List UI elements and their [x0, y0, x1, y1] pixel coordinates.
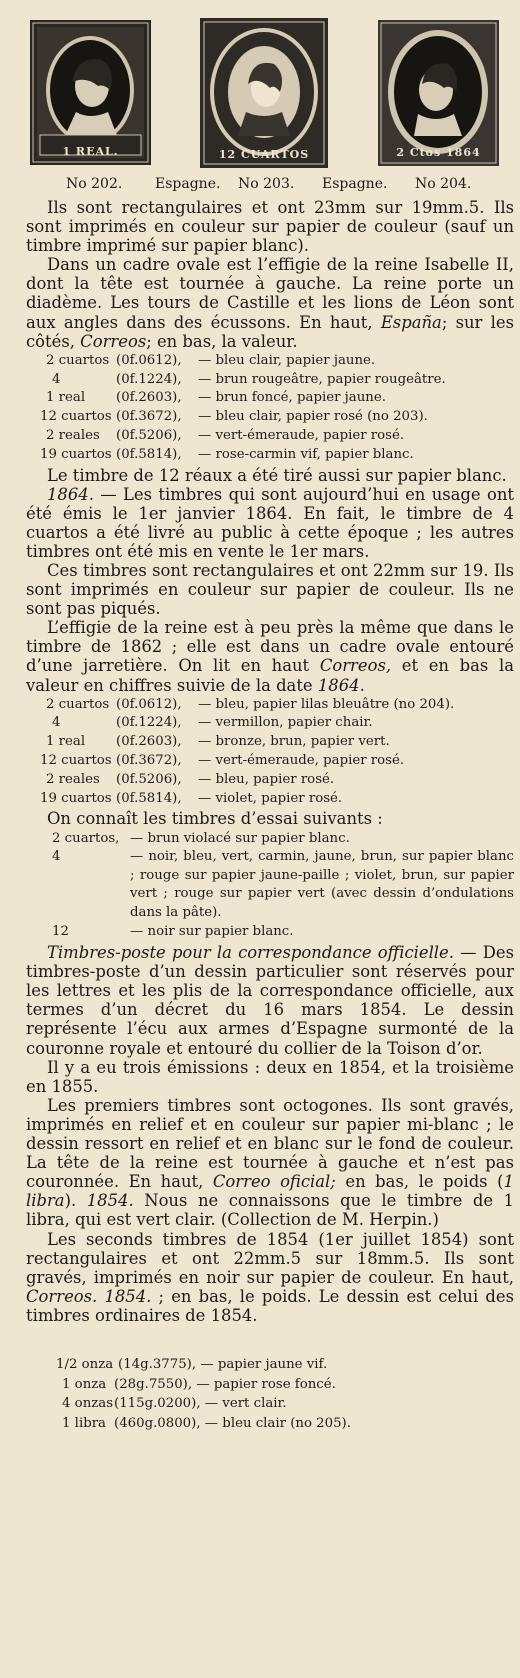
stamp-203-value: 12 CUARTOS: [218, 148, 310, 161]
p2-correos: Correos: [80, 331, 147, 351]
article-body: [26, 198, 514, 1433]
stamp-no-204: [378, 20, 499, 166]
table-row: 1 onza (28g.7550), — papier rose foncé.: [62, 1376, 336, 1392]
p6-text-c: .: [359, 675, 365, 695]
stamp-202-engraving: [30, 20, 151, 165]
stamp-illustrations: [0, 0, 520, 196]
paragraph-official-stamps: [26, 943, 514, 1058]
p10-text-c: ).: [64, 1191, 87, 1211]
p8-text: — Des timbres-poste d’un dessin particulier sont réservés pour les lettres et les plis de la correspondance officielle, aux termes d’un décret du 16 mars 1854. Le dessin représente l’écu aux armes d’Espagne surmonté de la couronne royale et entouré du collier de la Toison d’or.: [26, 943, 514, 1058]
table-row: 2 cuartos (0f.0612), — bleu clair, papier jaune.: [46, 352, 376, 368]
table-row: 2 reales (0f.5206), — bleu, papier rosé.: [46, 771, 335, 787]
p6-text-a: L’effigie de la reine est à peu près la même que dans le timbre de 1862 ; elle est dans un cadre ovale entouré d’une jarretière. On lit en haut: [26, 618, 514, 676]
caption-no-202: No 202.: [66, 176, 123, 192]
caption-no-204: No 204.: [415, 176, 472, 192]
list-item: 12 — noir sur papier blanc.: [52, 923, 294, 939]
stamp-table-1862: [40, 352, 514, 465]
table-row: 1 libra (460g.0800), — bleu clair (no 205).: [62, 1415, 351, 1431]
table-row: 1 real (0f.2603), — brun foncé, papier jaune.: [46, 390, 386, 406]
p2-text-a: Dans un cadre ovale est l’effigie de la reine Isabelle II, dont la tête est tournée à gauche. La reine porte un diadème. Les tours de Castille et les lions de Léon sont aux angles dans des écussons. En haut,: [26, 255, 514, 332]
p11-correos: Correos. 1854.: [26, 1286, 152, 1306]
paragraph-12-reaux: Le timbre de 12 réaux a été tiré aussi sur papier blanc.: [47, 465, 507, 485]
paragraph-dimensions-1862: Ils sont rectangulaires et ont 23mm sur 19mm.5. Ils sont imprimés en couleur sur papier de couleur (sauf un timbre imprimé sur papier blanc).: [26, 198, 514, 256]
p6-year: 1864: [317, 675, 360, 695]
p10-year: 1854.: [86, 1191, 134, 1211]
p4-year: 1864.: [47, 484, 94, 504]
p6-text-b: et en bas la valeur en chiffres suivie de la date: [26, 656, 514, 695]
table-row: 1/2 onza (14g.3775), — papier jaune vif.: [56, 1356, 328, 1372]
p10-text-b: en bas, le poids (: [335, 1172, 504, 1192]
trial-stamps-list: [52, 830, 514, 942]
p10-text-d: Nous ne connaissons que le timbre de 1 libra, qui est vert clair. (Collection de M. Herpin.): [26, 1191, 514, 1230]
p4-text: — Les timbres qui sont aujourd’hui en usage ont été émis le 1er janvier 1864. En fait, le timbre de 4 cuartos a été livré au public à cette époque ; les autres timbres ont été mis en vente le 1er mars.: [26, 484, 514, 561]
paragraph-effigy-1864: [26, 618, 514, 694]
paragraph-emissions: Il y a eu trois émissions : deux en 1854, et la troisième en 1855.: [26, 1057, 514, 1096]
table-row: 19 cuartos (0f.5814), — violet, papier rosé.: [40, 790, 343, 806]
p11-text-a: Les seconds timbres de 1854 (1er juillet 1854) sont rectangulaires et ont 22mm.5 sur 18mm.5. Ils sont gravés, imprimés en noir sur papier de couleur. En haut,: [26, 1229, 514, 1287]
list-item: 2 cuartos, — brun violacé sur papier blanc.: [52, 830, 350, 846]
stamp-no-202: [30, 20, 151, 165]
p10-text-a: Les premiers timbres sont octogones. Ils sont gravés, imprimés en relief et en couleur sur papier mi-blanc ; le dessin ressort en relief et en blanc sur le fond de couleur. La tête de la reine est tournée à gauche et n’est pas couronnée. En haut,: [26, 1095, 514, 1192]
list-item: 4 — noir, bleu, vert, carmin, jaune, brun, sur papier blanc ; rouge sur papier jaune-paille ; violet, brun, sur papier vert ; rouge sur papier vert (avec dessin d’ondulations dans la pâte).: [52, 849, 514, 920]
stamp-203-engraving: [200, 18, 328, 168]
table-row: 1 real (0f.2603), — bronze, brun, papier vert.: [46, 734, 390, 750]
p8-title: Timbres-poste pour la correspondance officielle.: [47, 943, 454, 963]
stamp-table-1864: [40, 696, 514, 809]
stamp-202-value: 1 REAL.: [62, 145, 119, 158]
table-row: 2 reales (0f.5206), — vert-émeraude, papier rosé.: [46, 427, 405, 443]
caption-no-203: No 203.: [238, 176, 295, 192]
paragraph-effigy-1862: [26, 255, 514, 350]
p6-correos: Correos,: [319, 656, 392, 676]
table-row: 19 cuartos (0f.5814), — rose-carmin vif, papier blanc.: [40, 446, 414, 462]
figure-caption: [0, 174, 520, 194]
table-row: 2 cuartos (0f.0612), — bleu, papier lilas bleuâtre (no 204).: [46, 696, 455, 712]
caption-espagne-2: Espagne.: [322, 176, 388, 192]
p10-libra: 1 libra: [26, 1172, 514, 1211]
paragraph-dimensions-1864: Ces timbres sont rectangulaires et ont 22mm sur 19. Ils sont imprimés en couleur sur papier de couleur. Ils ne sont pas piqués.: [26, 561, 514, 619]
p11-text-b: ; en bas, le poids. Le dessin est celui des timbres ordinaires de 1854.: [26, 1286, 515, 1325]
stamp-no-203: [200, 18, 328, 168]
stamp-table-official: [56, 1355, 514, 1433]
table-row: 4 onzas (115g.0200), — vert clair.: [62, 1396, 287, 1412]
stamp-204-value: 2 Ctos 1864: [396, 146, 481, 159]
table-row: 4 (0f.1224), — brun rougeâtre, papier rougeâtre.: [52, 371, 446, 387]
table-row: 4 (0f.1224), — vermillon, papier chair.: [52, 715, 373, 731]
p2-espana: España: [380, 312, 442, 332]
table-row: 12 cuartos (0f.3672), — vert-émeraude, papier rosé.: [40, 753, 405, 769]
p10-correo-oficial: Correo oficial;: [212, 1172, 336, 1192]
paragraph-1864-issue: [26, 485, 514, 561]
p2-text-b: ; sur les côtés,: [26, 312, 514, 351]
p2-text-c: ; en bas, la valeur.: [146, 331, 298, 351]
table-row: 12 cuartos (0f.3672), — bleu clair, papier rosé (no 203).: [40, 409, 428, 425]
stamp-204-engraving: [378, 20, 499, 166]
paragraph-trial-stamps: On connaît les timbres d’essai suivants :: [47, 809, 383, 829]
caption-espagne-1: Espagne.: [155, 176, 221, 192]
paragraph-second-official: [26, 1230, 514, 1325]
paragraph-first-official: [26, 1096, 514, 1230]
